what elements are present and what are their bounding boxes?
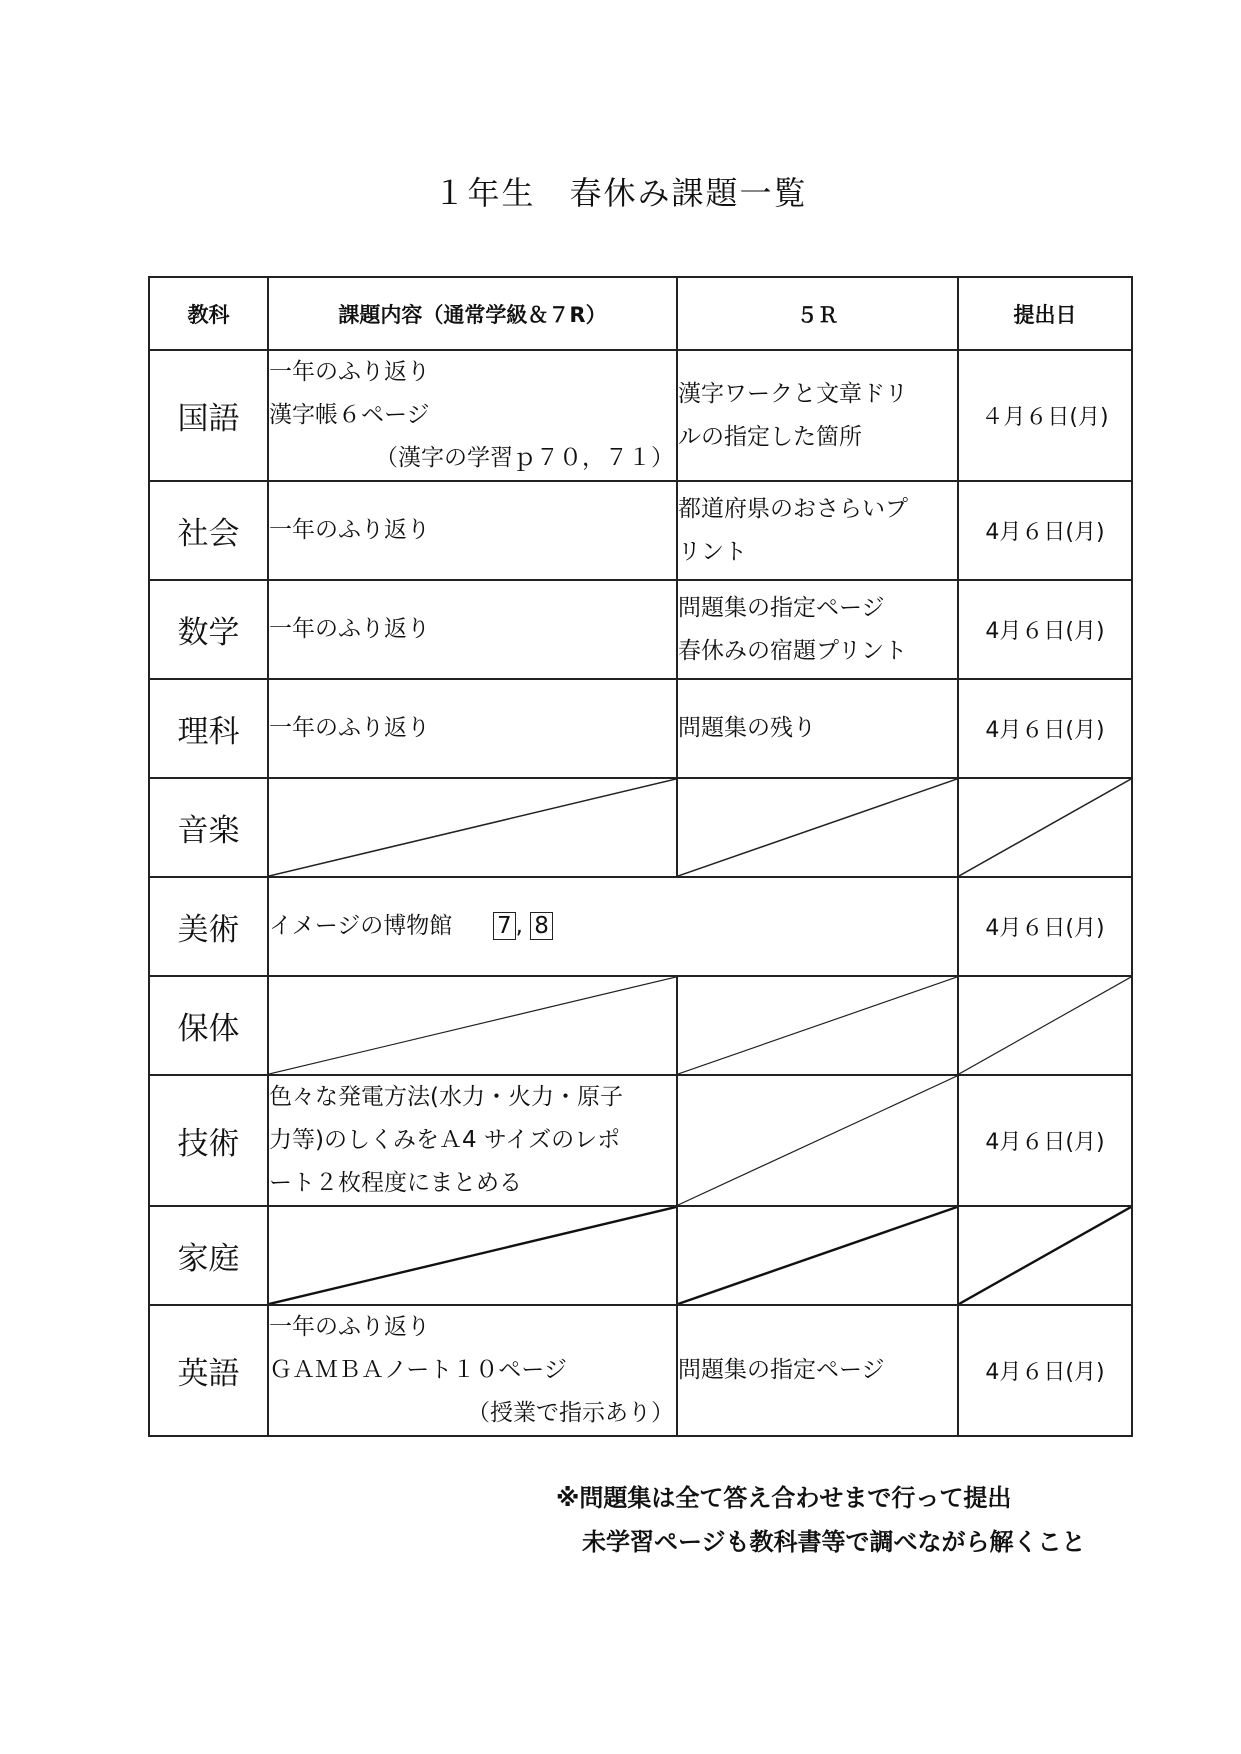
content-line: 漢字帳６ページ bbox=[269, 402, 430, 428]
fiveR-line: 漢字ワークと文章ドリ bbox=[678, 380, 908, 407]
content-line: （漢字の学習ｐ７０，７１） bbox=[375, 445, 674, 471]
content-cell bbox=[268, 350, 677, 481]
diagonal-slash bbox=[269, 1207, 676, 1304]
diagonal-slash bbox=[678, 779, 957, 876]
content-cell bbox=[268, 877, 958, 976]
content-line: ート２枚程度にまとめる bbox=[269, 1170, 522, 1196]
empty-cell bbox=[958, 976, 1132, 1075]
subject-cell: 国語 bbox=[149, 350, 268, 481]
empty-cell bbox=[268, 1206, 677, 1305]
subject-cell: 技術 bbox=[149, 1075, 268, 1206]
diagonal-slash bbox=[678, 977, 957, 1074]
table-row bbox=[149, 976, 1132, 1075]
empty-cell bbox=[677, 778, 958, 877]
due-date: 4月６日(月) bbox=[958, 481, 1132, 580]
table-row bbox=[149, 1206, 1132, 1305]
table-row bbox=[149, 1075, 1132, 1206]
diagonal-slash bbox=[269, 779, 676, 876]
empty-cell bbox=[268, 976, 677, 1075]
table-row bbox=[149, 778, 1132, 877]
diagonal-slash bbox=[269, 977, 676, 1074]
subject-cell: 家庭 bbox=[149, 1206, 268, 1305]
fiveR-line: 都道府県のおさらいプ bbox=[678, 495, 908, 522]
content-line: （授業で指示あり） bbox=[467, 1400, 674, 1426]
fiveR-line: 春休みの宿題プリント bbox=[678, 637, 908, 664]
content-line: ＧＡＭＢＡノート１０ページ bbox=[269, 1357, 567, 1383]
subject-cell: 社会 bbox=[149, 481, 268, 580]
diagonal-slash bbox=[959, 977, 1131, 1074]
subject-cell: 音楽 bbox=[149, 778, 268, 877]
content-cell bbox=[268, 679, 677, 778]
empty-cell bbox=[677, 1206, 958, 1305]
table-row bbox=[149, 877, 1132, 976]
fiveR-cell bbox=[677, 481, 958, 580]
boxed-number: 8 bbox=[530, 912, 553, 940]
empty-cell bbox=[958, 1206, 1132, 1305]
page-title: １年生 春休み課題一覧 bbox=[433, 174, 808, 212]
header-subject: 教科 bbox=[149, 277, 268, 350]
empty-cell bbox=[677, 1075, 958, 1206]
diagonal-slash bbox=[959, 779, 1131, 876]
table-row bbox=[149, 1305, 1132, 1436]
table-row bbox=[149, 481, 1132, 580]
content-line: 色々な発電方法(水力・火力・原子 bbox=[269, 1084, 623, 1110]
boxed-number: 7 bbox=[493, 912, 516, 940]
content-line: 一年のふり返り bbox=[269, 715, 430, 741]
fiveR-cell bbox=[677, 580, 958, 679]
fiveR-cell bbox=[677, 350, 958, 481]
due-date: 4月６日(月) bbox=[958, 877, 1132, 976]
subject-cell: 美術 bbox=[149, 877, 268, 976]
content-cell bbox=[268, 580, 677, 679]
header-5r: ５Ｒ bbox=[677, 277, 958, 350]
content-line: 一年のふり返り bbox=[269, 359, 430, 385]
diagonal-slash bbox=[678, 1207, 957, 1304]
diagonal-slash bbox=[678, 1076, 957, 1205]
fiveR-cell bbox=[677, 1305, 958, 1436]
empty-cell bbox=[958, 778, 1132, 877]
separator: , bbox=[515, 913, 523, 939]
due-date: ４月６日(月) bbox=[958, 350, 1132, 481]
due-date: 4月６日(月) bbox=[958, 1305, 1132, 1436]
table-row bbox=[149, 350, 1132, 481]
content-cell bbox=[268, 1075, 677, 1206]
content-text: イメージの博物館 bbox=[269, 913, 453, 939]
fiveR-line: 問題集の指定ページ bbox=[678, 594, 885, 621]
fiveR-cell bbox=[677, 679, 958, 778]
subject-cell: 英語 bbox=[149, 1305, 268, 1436]
empty-cell bbox=[268, 778, 677, 877]
footnote-line: ※問題集は全て答え合わせまで行って提出 bbox=[556, 1484, 1012, 1512]
due-date: 4月６日(月) bbox=[958, 679, 1132, 778]
content-line: 一年のふり返り bbox=[269, 616, 430, 642]
content-line: 一年のふり返り bbox=[269, 517, 430, 543]
subject-cell: 保体 bbox=[149, 976, 268, 1075]
table-row bbox=[149, 580, 1132, 679]
diagonal-slash bbox=[959, 1207, 1131, 1304]
footnote-line: 未学習ページも教科書等で調べながら解くこと bbox=[582, 1528, 1086, 1556]
content-line: 一年のふり返り bbox=[269, 1314, 430, 1340]
header-content: 課題内容（通常学級＆７R） bbox=[268, 277, 677, 350]
fiveR-line: ルの指定した箇所 bbox=[678, 423, 862, 450]
empty-cell bbox=[677, 976, 958, 1075]
fiveR-line: 問題集の指定ページ bbox=[678, 1357, 885, 1383]
subject-cell: 数学 bbox=[149, 580, 268, 679]
content-cell bbox=[268, 481, 677, 580]
content-line: 力等)のしくみをＡ4 サイズのレポ bbox=[269, 1127, 621, 1153]
fiveR-line: リント bbox=[678, 538, 747, 565]
fiveR-line: 問題集の残り bbox=[678, 715, 816, 741]
content-cell bbox=[268, 1305, 677, 1436]
header-due: 提出日 bbox=[958, 277, 1132, 350]
assignment-table bbox=[148, 276, 1133, 1437]
due-date: 4月６日(月) bbox=[958, 580, 1132, 679]
footnote bbox=[556, 1476, 1086, 1564]
due-date: 4月６日(月) bbox=[958, 1075, 1132, 1206]
table-row bbox=[149, 679, 1132, 778]
subject-cell: 理科 bbox=[149, 679, 268, 778]
header-row bbox=[149, 277, 1132, 350]
